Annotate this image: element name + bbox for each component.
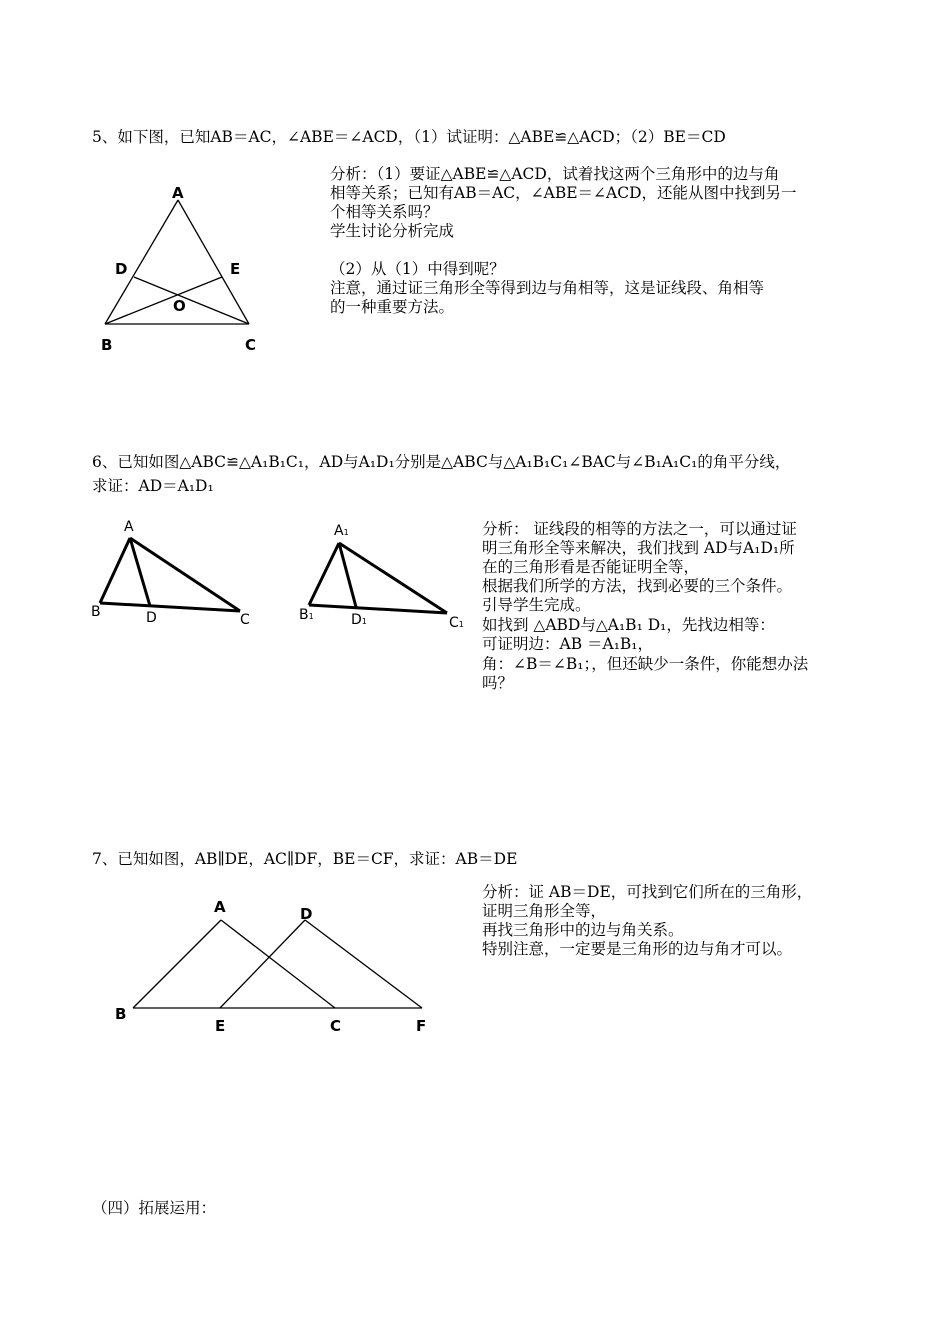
p5-label-E: E	[230, 260, 241, 278]
p6-analysis-line: 引导学生完成。	[482, 596, 591, 614]
p6-analysis-line: 根据我们所学的方法，找到必要的三个条件。	[482, 577, 793, 595]
p5-analysis-line: 的一种重要方法。	[330, 298, 455, 316]
p7-label-D: D	[300, 905, 313, 923]
p6-analysis-line: 吗？	[482, 674, 514, 692]
p6-analysis-line: 分析： 证线段的相等的方法之一，可以通过证	[482, 520, 797, 538]
p6-analysis-line: 可证明边：AB ＝A₁B₁，	[482, 635, 654, 653]
p7-line-AB	[133, 920, 221, 1008]
p6-right-label-A1: A1	[334, 523, 349, 539]
p5-analysis-line: 学生讨论分析完成	[330, 222, 455, 240]
p7-label-C: C	[330, 1017, 342, 1035]
p6-right-label-D1: D1	[351, 612, 367, 628]
p6-left-label-C: C	[240, 612, 250, 628]
p7-analysis-line: 特别注意，一定要是三角形的边与角才可以。	[482, 940, 793, 958]
p7-analysis-line: 分析：证 AB＝DE，可找到它们所在的三角形，	[482, 883, 813, 901]
p5-analysis-line: 个相等关系吗？	[330, 203, 439, 221]
p7-line-AC	[221, 920, 335, 1008]
p7-line-DF	[305, 920, 422, 1008]
p6-analysis-line: 明三角形全等来解决，我们找到 AD与A₁D₁所	[482, 539, 795, 557]
p7-analysis-line: 再找三角形中的边与角关系。	[482, 921, 684, 939]
p7-analysis-line: 证明三角形全等，	[482, 902, 607, 920]
p5-label-C: C	[245, 336, 257, 354]
p6-right-label-C1: C1	[449, 615, 464, 631]
p6-right-label-B1: B1	[299, 607, 314, 623]
p5-label-B: B	[101, 336, 113, 354]
p6-left-label-A: A	[124, 519, 134, 535]
p5-label-D: D	[115, 260, 128, 278]
p5-analysis-line: 注意，通过证三角形全等得到边与角相等，这是证线段、角相等	[330, 279, 765, 297]
p5-analysis-line: 分析：（1）要证△ABE≌△ACD，试着找这两个三角形中的边与角	[330, 165, 780, 183]
p7-label-F: F	[416, 1017, 427, 1035]
p6-analysis-line: 如找到 △ABD与△A₁B₁ D₁，先找边相等：	[482, 616, 775, 634]
problem-7-question: 7、已知如图，AB∥DE，AC∥DF，BE＝CF，求证：AB＝DE	[92, 850, 518, 868]
p5-analysis-line: 相等关系；已知有AB＝AC，∠ABE＝∠ACD，还能从图中找到另一	[330, 184, 797, 202]
p5-label-A: A	[172, 184, 184, 202]
p7-line-DE	[220, 920, 305, 1008]
p7-label-E: E	[215, 1017, 226, 1035]
problem-6-question: 求证：AD＝A₁D₁	[92, 477, 214, 495]
p5-label-O: O	[173, 297, 186, 315]
p6-left-label-D: D	[146, 610, 157, 626]
problem-5-question: 5、如下图，已知AB＝AC，∠ABE＝∠ACD，（1）试证明：△ABE≌△ACD；（2）BE＝CD	[92, 128, 726, 146]
p6-analysis-line: 在的三角形看是否能证明全等，	[482, 558, 700, 576]
p7-label-B: B	[115, 1005, 127, 1023]
p6-analysis-line: 角：∠B＝∠B₁；，但还缺少一条件，你能想办法	[482, 655, 809, 673]
p6-left-label-B: B	[91, 604, 101, 620]
problem-6-question: 6、已知如图△ABC≌△A₁B₁C₁，AD与A₁D₁分别是△ABC与△A₁B₁C₁∠BAC与∠B₁A₁C₁的角平分线，	[92, 453, 791, 471]
p7-label-A: A	[214, 898, 226, 916]
p5-analysis-line: （2）从（1）中得到呢？	[330, 260, 505, 278]
section-4-title: （四）拓展运用：	[92, 1199, 217, 1217]
